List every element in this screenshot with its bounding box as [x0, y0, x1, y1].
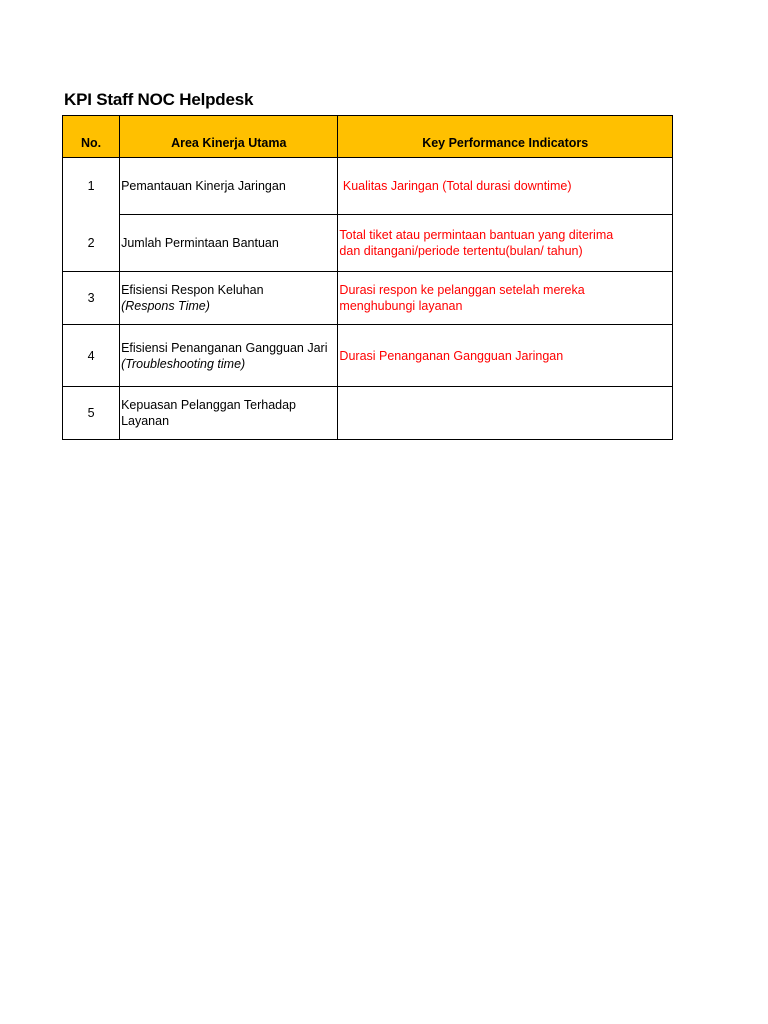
- page-title: KPI Staff NOC Helpdesk: [64, 90, 254, 109]
- area-text-line2: (Respons Time): [121, 299, 210, 313]
- area-text: Pemantauan Kinerja Jaringan: [121, 179, 286, 193]
- kpi-text: Kualitas Jaringan (Total durasi downtime): [339, 179, 572, 193]
- cell-area[interactable]: [120, 272, 338, 325]
- area-text-line1: Efisiensi Respon Keluhan: [121, 283, 264, 297]
- cell-kpi[interactable]: [338, 215, 673, 272]
- cell-area[interactable]: [120, 158, 338, 215]
- cell-kpi-empty[interactable]: [338, 387, 673, 440]
- cell-kpi[interactable]: [338, 325, 673, 387]
- area-text-line1: Efisiensi Penanganan Gangguan Jari: [121, 340, 328, 355]
- kpi-table: [62, 115, 673, 440]
- table-row: [63, 325, 673, 387]
- kpi-text-line2: dan ditangani/periode tertentu(bulan/ tahun): [339, 244, 583, 258]
- area-text-line2: (Troubleshooting time): [121, 356, 246, 371]
- table-row: [63, 158, 673, 215]
- cell-kpi[interactable]: [338, 272, 673, 325]
- table-header-row: [63, 116, 673, 158]
- area-text-line2: Layanan: [121, 414, 170, 428]
- table-row: [63, 215, 673, 272]
- kpi-text-line1: Total tiket atau permintaan bantuan yang diterima: [339, 228, 614, 242]
- table-row: [63, 387, 673, 440]
- kpi-text-line1: Durasi respon ke pelanggan setelah mereka: [339, 283, 585, 297]
- header-area[interactable]: Area Kinerja Utama: [120, 116, 338, 158]
- cell-area[interactable]: [120, 387, 338, 440]
- area-text: Jumlah Permintaan Bantuan: [121, 236, 279, 250]
- kpi-text-line2: menghubungi layanan: [339, 299, 463, 313]
- header-no[interactable]: No.: [63, 116, 120, 158]
- cell-no[interactable]: 3: [63, 272, 120, 325]
- kpi-text: Durasi Penanganan Gangguan Jaringan: [339, 348, 564, 363]
- cell-no[interactable]: 5: [63, 387, 120, 440]
- cell-area[interactable]: [120, 215, 338, 272]
- table-row: [63, 272, 673, 325]
- cell-kpi[interactable]: [338, 158, 673, 215]
- area-text-line1: Kepuasan Pelanggan Terhadap: [121, 398, 296, 412]
- cell-no[interactable]: 4: [63, 325, 120, 387]
- cell-no[interactable]: 1: [63, 158, 120, 215]
- area-clip: [121, 340, 338, 372]
- header-kpi[interactable]: Key Performance Indicators: [338, 116, 673, 158]
- cell-no[interactable]: 2: [63, 215, 120, 272]
- cell-area[interactable]: [120, 325, 338, 387]
